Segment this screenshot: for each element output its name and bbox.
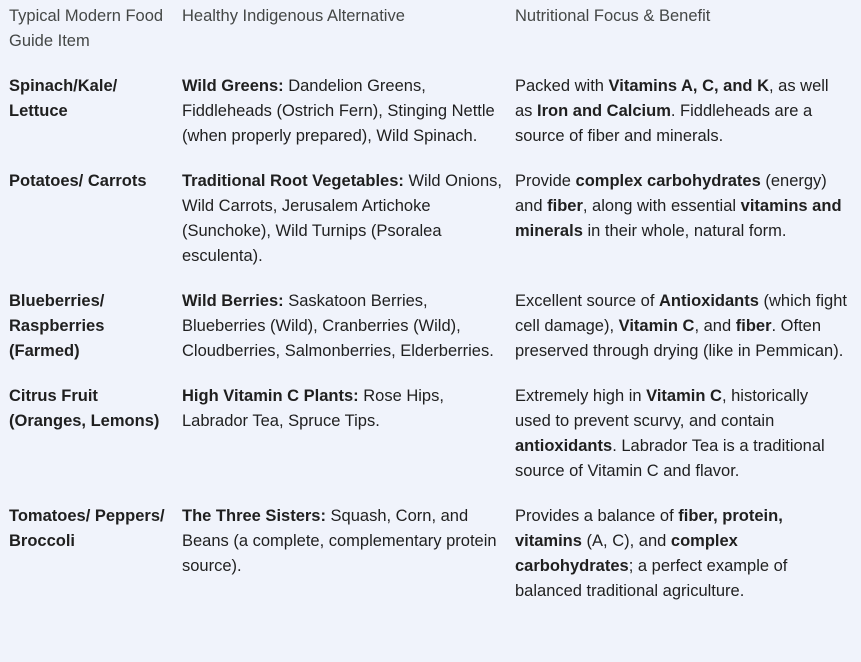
bold-text: Vitamins A, C, and K bbox=[608, 77, 769, 95]
modern-food-item: Spinach/Kale/ Lettuce bbox=[9, 77, 118, 120]
indigenous-alternative bbox=[182, 74, 515, 149]
text-segment: in their whole, natural form. bbox=[582, 222, 787, 240]
text-segment: , historically used to prevent scurvy, and contain bbox=[515, 387, 809, 430]
table-header-row bbox=[9, 4, 859, 54]
header-modern-item: Typical Modern Food Guide Item bbox=[9, 7, 164, 50]
text-segment: (which fight cell damage), bbox=[515, 292, 847, 335]
bold-text: Iron and Calcium bbox=[537, 102, 671, 120]
text-segment: Provide bbox=[515, 172, 576, 190]
bold-text: Traditional Root Vegetables: bbox=[182, 172, 404, 190]
text-segment: , as well as bbox=[515, 77, 829, 120]
bold-text: fiber bbox=[547, 197, 583, 215]
text-segment: . Often preserved through drying (like in Pemmican). bbox=[515, 317, 844, 360]
indigenous-alternative bbox=[182, 289, 515, 364]
table-row bbox=[9, 384, 859, 484]
text-segment: Rose Hips, Labrador Tea, Spruce Tips. bbox=[182, 387, 444, 430]
bold-text: Wild Berries: bbox=[182, 292, 284, 310]
modern-food-item: Tomatoes/ Peppers/ Broccoli bbox=[9, 507, 165, 550]
modern-food-item: Citrus Fruit (Oranges, Lemons) bbox=[9, 387, 160, 430]
table-row bbox=[9, 289, 859, 364]
bold-text: Vitamin C bbox=[618, 317, 695, 335]
text-segment: Squash, Corn, and Beans (a complete, complementary protein source). bbox=[182, 507, 497, 575]
text-segment: , along with essential bbox=[582, 197, 741, 215]
indigenous-alternative bbox=[182, 169, 515, 269]
bold-text: Wild Greens: bbox=[182, 77, 284, 95]
text-segment: . Fiddleheads are a source of fiber and minerals. bbox=[515, 102, 813, 145]
nutritional-benefit bbox=[515, 169, 855, 269]
nutritional-benefit bbox=[515, 289, 855, 364]
bold-text: fiber, protein, vitamins bbox=[515, 507, 783, 550]
text-segment: (A, C), and bbox=[581, 532, 671, 550]
text-segment: Excellent source of bbox=[515, 292, 659, 310]
text-segment: (energy) and bbox=[515, 172, 827, 215]
bold-text: fiber bbox=[735, 317, 772, 335]
text-segment: Saskatoon Berries, Blueberries (Wild), Cranberries (Wild), Cloudberries, Salmonberries, Elderberries. bbox=[182, 292, 494, 360]
table-row bbox=[9, 169, 859, 269]
text-segment: Extremely high in bbox=[515, 387, 647, 405]
text-segment: Packed with bbox=[515, 77, 609, 95]
nutritional-benefit bbox=[515, 504, 855, 604]
bold-text: High Vitamin C Plants: bbox=[182, 387, 359, 405]
text-segment: Dandelion Greens, Fiddleheads (Ostrich Fern), Stinging Nettle (when properly prepared), Wild Spinach. bbox=[182, 77, 495, 145]
table-row bbox=[9, 74, 859, 149]
bold-text: antioxidants bbox=[515, 437, 613, 455]
bold-text: complex carbohydrates bbox=[515, 532, 738, 575]
bold-text: Vitamin C bbox=[646, 387, 722, 405]
header-indigenous-alternative: Healthy Indigenous Alternative bbox=[182, 7, 405, 25]
text-segment: . Labrador Tea is a traditional source of Vitamin C and flavor. bbox=[515, 437, 825, 480]
modern-food-item: Blueberries/ Raspberries (Farmed) bbox=[9, 292, 105, 360]
text-segment: ; a perfect example of balanced traditional agriculture. bbox=[515, 557, 788, 600]
text-segment: Provides a balance of bbox=[515, 507, 679, 525]
nutritional-benefit bbox=[515, 384, 855, 484]
food-guide-table bbox=[9, 4, 859, 624]
bold-text: The Three Sisters: bbox=[182, 507, 326, 525]
nutritional-benefit bbox=[515, 74, 855, 149]
text-segment: , and bbox=[694, 317, 736, 335]
header-nutritional-benefit: Nutritional Focus & Benefit bbox=[515, 7, 711, 25]
table-row bbox=[9, 504, 859, 604]
bold-text: vitamins and minerals bbox=[515, 197, 842, 240]
indigenous-alternative bbox=[182, 384, 515, 484]
table-body bbox=[9, 74, 859, 604]
indigenous-alternative bbox=[182, 504, 515, 604]
bold-text: complex carbohydrates bbox=[575, 172, 761, 190]
modern-food-item: Potatoes/ Carrots bbox=[9, 172, 147, 190]
text-segment: Wild Onions, Wild Carrots, Jerusalem Artichoke (Sunchoke), Wild Turnips (Psoralea esculenta). bbox=[182, 172, 502, 265]
bold-text: Antioxidants bbox=[659, 292, 759, 310]
